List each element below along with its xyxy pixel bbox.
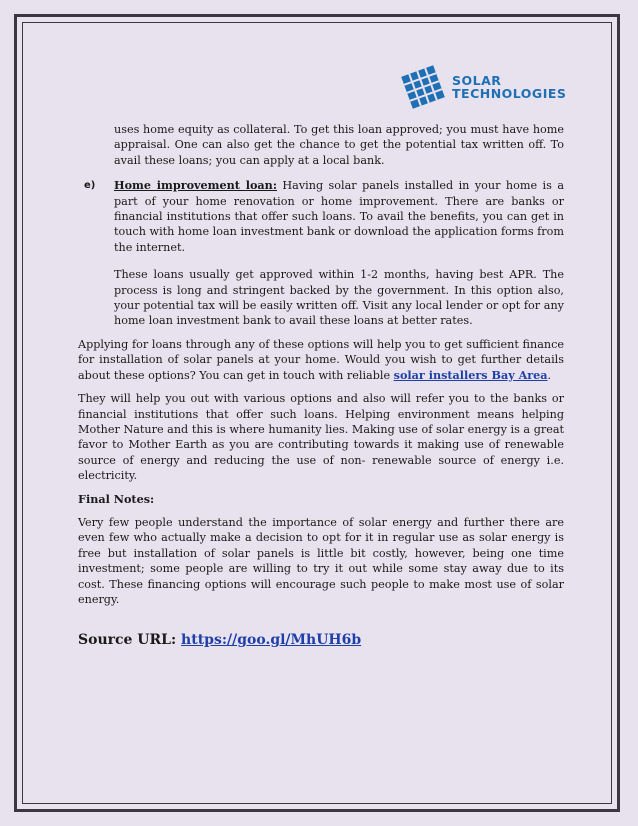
paragraph-applying-end: . xyxy=(547,368,552,382)
paragraph-final: Very few people understand the importance of solar energy and further there are even few who actually make a decision to opt for it in regular use as solar energy is free but installation of solar panels is little bit costly, however, being one time investment; some people are willing to try it out while some stay away due to its cost. These financing options will encourage such people to make most use of solar energy. xyxy=(78,515,564,606)
list-item-paragraph xyxy=(114,178,564,255)
list-item-heading: Home improvement loan: xyxy=(114,178,277,193)
solar-panel-icon xyxy=(400,64,446,110)
list-marker: e) xyxy=(84,180,96,192)
source-url-link[interactable]: https://goo.gl/MhUH6b xyxy=(181,632,362,649)
paragraph-help: They will help you out with various options and also will refer you to the banks or financial institutions that offer such loans. Helping environment means helping Mother Nature and this is where humanity lies. Making use of solar energy is a great favor to Mother Earth as you are contributing towards it making use of renewable source of energy and reducing the use of non- renewable source of energy i.e. electricity. xyxy=(78,392,564,483)
solar-installers-link[interactable]: solar installers Bay Area xyxy=(393,367,548,382)
logo-line-2: TECHNOLOGIES xyxy=(452,86,567,101)
list-item-home-improvement xyxy=(84,178,564,329)
company-logo xyxy=(400,62,570,112)
paragraph-applying-text: Applying for loans through any of these options will help you to get sufficient finance for installation of solar panels at your home. Would you wish to get further details about these options? You can get in touch with reliable xyxy=(78,337,564,382)
final-notes-heading: Final Notes: xyxy=(78,491,155,506)
source-url-line xyxy=(78,631,564,649)
list-item-paragraph-2: These loans usually get approved within 1-2 months, having best APR. The process is long and stringent backed by the government. In this option also, your potential tax will be easily written off. Visit any local lender or opt for any home loan investment bank to avail these loans at better rates. xyxy=(114,268,564,328)
logo-wordmark xyxy=(452,74,566,100)
paragraph-applying xyxy=(78,337,564,383)
paragraph-continued: uses home equity as collateral. To get this loan approved; you must have home appraisal. One can also get the chance to get the potential tax written off. To avail these loans; you can apply at a local bank. xyxy=(114,123,564,167)
list-item-text: Having solar panels installed in your home is a part of your home renovation or home improvement. There are banks or financial institutions that offer such loans. To avail the benefits, you can get in touch with home loan investment bank or download the application forms from the internet. xyxy=(114,179,564,254)
document-body xyxy=(78,122,564,649)
source-url-label: Source URL: xyxy=(78,632,182,649)
logo-line-1: SOLAR xyxy=(452,73,502,88)
